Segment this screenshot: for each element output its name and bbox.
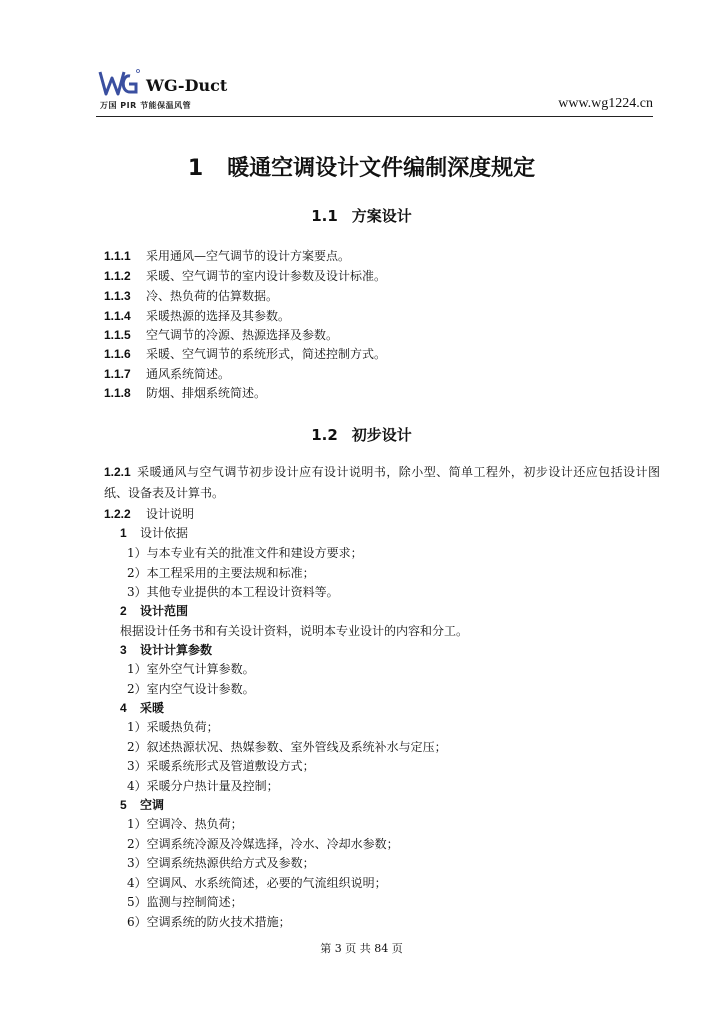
item-number: 1.1.2 — [104, 269, 131, 283]
paragraph-1-2-1 — [104, 462, 660, 504]
section-title: 初步设计 — [351, 426, 412, 444]
item-number: 1.1.5 — [104, 328, 131, 342]
list-item: 1）空调冷、热负荷； — [127, 817, 243, 831]
item-text: 设计范围 — [140, 604, 189, 618]
item-number: 1 — [120, 526, 127, 540]
list-item — [104, 506, 194, 522]
item-text: 采暖、空气调节的系统形式，简述控制方式。 — [146, 347, 387, 361]
list-item — [104, 385, 266, 401]
wg-logo-icon — [96, 68, 140, 98]
item-text: 空调 — [140, 798, 165, 812]
list-item: 2）空调系统冷源及冷媒选择，冷水、冷却水参数； — [127, 837, 399, 851]
list-item — [104, 346, 386, 362]
paragraph-text: 根据设计任务书和有关设计资料，说明本专业设计的内容和分工。 — [120, 624, 469, 638]
list-item: 3）其他专业提供的本工程设计资料等。 — [127, 585, 339, 599]
subsection-heading — [120, 700, 164, 716]
item-number: 1.1.7 — [104, 367, 131, 381]
item-number: 1.2.1 — [104, 465, 131, 479]
list-item: 3）空调系统热源供给方式及参数； — [127, 856, 315, 870]
item-text: 防烟、排烟系统简述。 — [146, 386, 267, 400]
item-number: 1.2.2 — [104, 507, 131, 521]
item-text: 采用通风—空气调节的设计方案要点。 — [146, 249, 351, 263]
list-item: 1）与本专业有关的批准文件和建设方要求； — [127, 546, 363, 560]
list-item — [104, 327, 338, 343]
list-item — [104, 308, 290, 324]
subsection-heading — [120, 603, 188, 619]
list-item: 2）本工程采用的主要法规和标准； — [127, 566, 315, 580]
item-text: 采暖 — [140, 701, 165, 715]
item-number: 1.1.1 — [104, 249, 131, 263]
list-item — [104, 248, 350, 264]
list-item: 2）室内空气设计参数。 — [127, 682, 255, 696]
item-number: 1.1.4 — [104, 309, 131, 323]
list-item — [104, 288, 278, 304]
section-heading-1-1 — [0, 205, 723, 226]
title-number: 1 — [187, 156, 204, 181]
list-item: 4）采暖分户热计量及控制； — [127, 779, 279, 793]
site-url[interactable]: www.wg1224.cn — [558, 96, 653, 111]
list-item: 6）空调系统的防火技术措施； — [127, 915, 291, 929]
item-text: 冷、热负荷的估算数据。 — [146, 289, 279, 303]
item-number: 1.1.3 — [104, 289, 131, 303]
title-text: 暖通空调设计文件编制深度规定 — [227, 156, 536, 181]
item-number: 5 — [120, 798, 127, 812]
item-number: 2 — [120, 604, 127, 618]
item-text: 空气调节的冷源、热源选择及参数。 — [146, 328, 339, 342]
item-text: 采暖、空气调节的室内设计参数及设计标准。 — [146, 269, 387, 283]
list-item — [104, 268, 386, 284]
subsection-heading — [120, 797, 164, 813]
item-text: 通风系统简述。 — [146, 367, 231, 381]
section-title: 方案设计 — [351, 207, 412, 225]
item-number: 1.1.6 — [104, 347, 131, 361]
section-heading-1-2 — [0, 424, 723, 445]
item-text: 设计依据 — [140, 526, 189, 540]
item-text: 采暖通风与空气调节初步设计应有设计说明书，除小型、简单工程外，初步设计还应包括设计图纸、设备表及计算书。 — [104, 465, 660, 500]
list-item: 3）采暖系统形式及管道敷设方式； — [127, 759, 315, 773]
item-number: 1.1.8 — [104, 386, 131, 400]
list-item: 5）监测与控制简述； — [127, 895, 243, 909]
list-item: 1）室外空气计算参数。 — [127, 662, 255, 676]
subsection-heading — [120, 642, 212, 658]
list-item: 2）叙述热源状况、热媒参数、室外管线及系统补水与定压； — [127, 740, 447, 754]
subsection-heading — [120, 525, 188, 541]
item-number: 4 — [120, 701, 127, 715]
logo-name: WG-Duct — [146, 76, 228, 95]
list-item — [104, 366, 230, 382]
item-number: 3 — [120, 643, 127, 657]
company-logo — [96, 68, 246, 116]
item-text: 设计计算参数 — [140, 643, 213, 657]
item-text: 设计说明 — [146, 507, 195, 521]
page-title — [0, 151, 723, 182]
section-number: 1.2 — [311, 426, 338, 444]
section-number: 1.1 — [311, 207, 338, 225]
item-text: 采暖热源的选择及其参数。 — [146, 309, 291, 323]
list-item: 1）采暖热负荷； — [127, 720, 219, 734]
header-divider — [96, 116, 653, 117]
logo-tagline: 万国 PIR 节能保温风管 — [100, 101, 192, 110]
page-footer: 第 3 页 共 84 页 — [320, 942, 403, 955]
list-item: 4）空调风、水系统简述，必要的气流组织说明； — [127, 876, 387, 890]
